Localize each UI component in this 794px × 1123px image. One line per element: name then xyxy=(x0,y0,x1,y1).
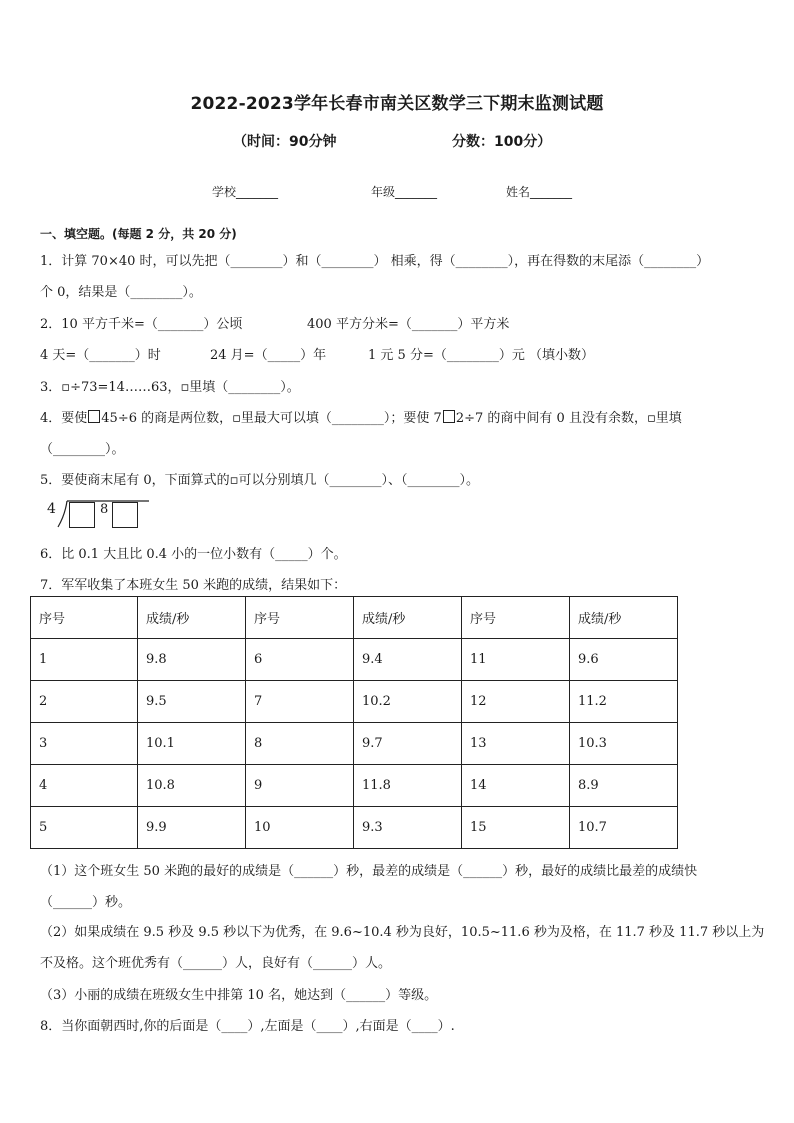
table-cell: 9.7 xyxy=(354,723,462,765)
table-cell: 9.3 xyxy=(354,807,462,849)
question-7-sub-2-line-1: （2）如果成绩在 9.5 秒及 9.5 秒以下为优秀，在 9.6~10.4 秒为良好，10.5~11.6 秒为及格，在 11.7 秒及 11.7 秒以上为 xyxy=(40,925,765,940)
table-cell: 9.4 xyxy=(354,639,462,681)
name-field-label: 姓名_______ xyxy=(506,185,573,199)
table-cell: 10.3 xyxy=(570,723,678,765)
exam-time: （时间：90分钟 xyxy=(233,134,337,150)
table-cell: 1 xyxy=(31,639,138,681)
column-header: 成绩/秒 xyxy=(570,597,678,639)
question-4-line-1 xyxy=(40,407,682,426)
dividend-blank-box-2 xyxy=(112,502,138,528)
table-cell: 11.2 xyxy=(570,681,678,723)
page-title: 2022-2023学年长春市南关区数学三下期末监测试题 xyxy=(190,94,604,114)
question-4-text-1: 4．要使 xyxy=(40,411,88,426)
table-cell: 9 xyxy=(246,765,354,807)
question-4-text-2: 45÷6 的商是两位数，▫里最大可以填（________）；要使 7 xyxy=(101,411,442,426)
table-cell: 7 xyxy=(246,681,354,723)
section-heading-fill-in: 一、填空题。(每题 2 分，共 20 分) xyxy=(40,227,237,241)
table-cell: 9.8 xyxy=(138,639,246,681)
table-row xyxy=(31,681,678,723)
dividend-blank-box-1 xyxy=(69,502,95,528)
division-divisor: 4 xyxy=(47,501,56,517)
table-cell: 9.9 xyxy=(138,807,246,849)
question-7: 7．军军收集了本班女生 50 米跑的成绩，结果如下： xyxy=(40,578,347,593)
blank-box-icon xyxy=(443,410,455,423)
grade-field-label: 年级_______ xyxy=(371,185,438,199)
question-2-part-3: 4 天=（_______）时 xyxy=(40,348,161,363)
table-cell: 14 xyxy=(462,765,570,807)
table-row xyxy=(31,723,678,765)
table-cell: 6 xyxy=(246,639,354,681)
question-4-line-2: （________）。 xyxy=(40,442,125,457)
table-cell: 10.7 xyxy=(570,807,678,849)
table-row xyxy=(31,807,678,849)
question-7-sub-2-line-2: 不及格。这个班优秀有（______）人，良好有（______）人。 xyxy=(40,956,392,971)
exam-score: 分数：100分） xyxy=(452,134,552,150)
question-4-text-3: 2÷7 的商中间有 0 且没有余数，▫里填 xyxy=(455,411,682,426)
table-cell: 11 xyxy=(462,639,570,681)
table-cell: 9.6 xyxy=(570,639,678,681)
table-cell: 8 xyxy=(246,723,354,765)
question-7-sub-1-line-1: （1）这个班女生 50 米跑的最好的成绩是（______）秒，最差的成绩是（______）秒，最好的成绩比最差的成绩快 xyxy=(40,864,698,879)
table-cell: 10.2 xyxy=(354,681,462,723)
running-scores-table xyxy=(30,596,678,849)
table-row xyxy=(31,639,678,681)
dividend-middle-digit: 8 xyxy=(100,502,109,517)
table-cell: 15 xyxy=(462,807,570,849)
table-cell: 4 xyxy=(31,765,138,807)
table-cell: 5 xyxy=(31,807,138,849)
table-cell: 12 xyxy=(462,681,570,723)
table-cell: 11.8 xyxy=(354,765,462,807)
question-3: 3．▫÷73=14……63，▫里填（________）。 xyxy=(40,380,300,395)
question-1-line-1: 1．计算 70×40 时，可以先把（________）和（________） 相乘，得（________），再在得数的末尾添（________） xyxy=(40,254,710,269)
column-header: 成绩/秒 xyxy=(354,597,462,639)
table-cell: 13 xyxy=(462,723,570,765)
blank-box-icon xyxy=(88,410,100,423)
table-cell: 2 xyxy=(31,681,138,723)
column-header: 序号 xyxy=(246,597,354,639)
table-cell: 3 xyxy=(31,723,138,765)
table-cell: 10 xyxy=(246,807,354,849)
question-2-part-1: 2．10 平方千米=（_______）公顷 xyxy=(40,317,243,332)
column-header: 成绩/秒 xyxy=(138,597,246,639)
table-header-row xyxy=(31,597,678,639)
question-7-sub-3: （3）小丽的成绩在班级女生中排第 10 名，她达到（______）等级。 xyxy=(40,988,438,1003)
question-2-part-5: 1 元 5 分=（________）元 （填小数） xyxy=(368,348,594,363)
question-2-part-4: 24 月=（_____）年 xyxy=(210,348,327,363)
column-header: 序号 xyxy=(462,597,570,639)
table-row xyxy=(31,765,678,807)
question-2-part-2: 400 平方分米=（_______）平方米 xyxy=(307,317,510,332)
table-cell: 8.9 xyxy=(570,765,678,807)
table-cell: 10.8 xyxy=(138,765,246,807)
table-cell: 9.5 xyxy=(138,681,246,723)
question-7-sub-1-line-2: （______）秒。 xyxy=(40,895,132,910)
question-5: 5．要使商末尾有 0，下面算式的▫可以分别填几（________）、（________）。 xyxy=(40,473,479,488)
long-division-figure xyxy=(45,497,150,531)
table-cell: 10.1 xyxy=(138,723,246,765)
question-8: 8．当你面朝西时,你的后面是（____）,左面是（____）,右面是（____）. xyxy=(40,1019,455,1034)
column-header: 序号 xyxy=(31,597,138,639)
school-field-label: 学校_______ xyxy=(212,185,279,199)
question-1-line-2: 个 0，结果是（________）。 xyxy=(40,285,202,300)
question-6: 6．比 0.1 大且比 0.4 小的一位小数有（_____）个。 xyxy=(40,547,347,562)
